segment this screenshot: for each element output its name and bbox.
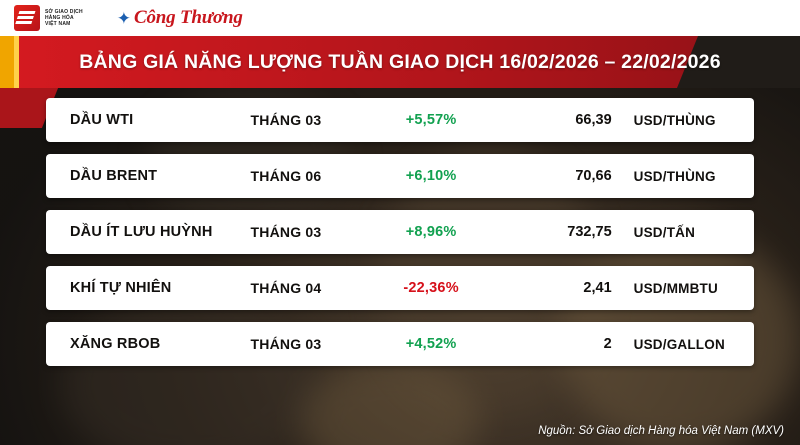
contract-month: THÁNG 06 xyxy=(250,168,322,184)
price-table xyxy=(46,98,754,378)
price-change: +4,52% xyxy=(405,336,457,352)
price-value: 2 xyxy=(603,336,612,352)
commodity-name: DẦU BRENT xyxy=(70,168,158,184)
commodity-name: DẦU ÍT LƯU HUỲNH xyxy=(70,224,213,240)
price-change: +5,57% xyxy=(405,112,457,128)
table-row xyxy=(46,322,754,366)
page-title: BẢNG GIÁ NĂNG LƯỢNG TUẦN GIAO DỊCH 16/02/2026 – 22/02/2026 xyxy=(79,50,721,73)
contract-month: THÁNG 03 xyxy=(250,336,322,352)
price-unit: USD/GALLON xyxy=(633,336,725,352)
table-row xyxy=(46,98,754,142)
price-value: 732,75 xyxy=(567,224,612,240)
star-icon: ✦ xyxy=(116,8,132,28)
price-unit: USD/THÙNG xyxy=(633,168,716,184)
header-bar xyxy=(0,0,800,36)
contract-month: THÁNG 03 xyxy=(250,112,322,128)
price-value: 70,66 xyxy=(575,168,612,184)
mxv-logo xyxy=(14,5,83,31)
table-row xyxy=(46,266,754,310)
table-row xyxy=(46,210,754,254)
table-row xyxy=(46,154,754,198)
price-value: 2,41 xyxy=(583,280,612,296)
commodity-name: XĂNG RBOB xyxy=(70,336,161,352)
commodity-name: DẦU WTI xyxy=(70,112,134,128)
mxv-logo-line1: SỞ GIAO DỊCH xyxy=(45,9,83,15)
commodity-name: KHÍ TỰ NHIÊN xyxy=(70,280,172,296)
contract-month: THÁNG 03 xyxy=(250,224,322,240)
mxv-logo-icon xyxy=(14,5,40,31)
contract-month: THÁNG 04 xyxy=(250,280,322,296)
price-unit: USD/MMBTU xyxy=(633,280,718,296)
title-band xyxy=(0,36,800,88)
price-change: -22,36% xyxy=(403,280,459,296)
congthuong-logo xyxy=(117,7,243,29)
mxv-logo-line2: HÀNG HÓA xyxy=(45,15,74,21)
source-note: Nguồn: Sở Giao dịch Hàng hóa Việt Nam (MXV) xyxy=(538,425,784,437)
mxv-logo-text xyxy=(45,9,83,27)
price-unit: USD/THÙNG xyxy=(633,112,716,128)
price-value: 66,39 xyxy=(575,112,612,128)
price-change: +6,10% xyxy=(405,168,457,184)
mxv-logo-line3: VIỆT NAM xyxy=(45,21,71,27)
brand-name: Công Thương xyxy=(134,7,243,28)
price-change: +8,96% xyxy=(405,224,457,240)
price-unit: USD/TẤN xyxy=(633,224,696,240)
